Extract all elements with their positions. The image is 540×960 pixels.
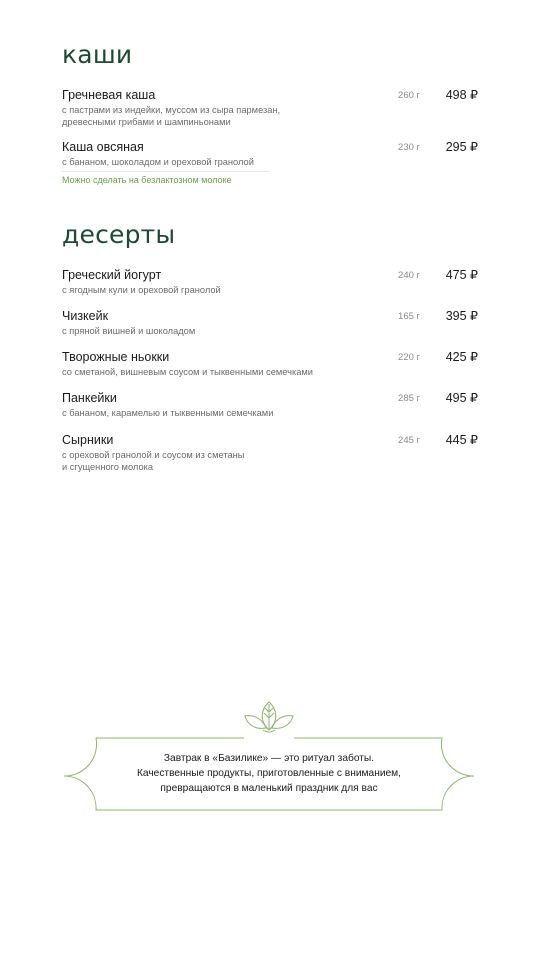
item-price: 475 ₽ [445, 268, 478, 282]
item-weight: 220 г [398, 352, 420, 363]
lactose-free-note: Можно сделать на безлактозном молоке [62, 175, 232, 185]
menu-item-greek-yogurt [62, 268, 482, 297]
item-description: с бананом, карамелью и тыквенными семечками [62, 408, 274, 418]
item-description: с пастрами из индейки, муссом из сыра пармезан, древесными грибами и шампиньонами [62, 105, 281, 127]
item-price: 498 ₽ [445, 88, 478, 102]
section-title-desserts: десерты [62, 220, 176, 249]
menu-item-pancakes [62, 391, 482, 420]
section-title-porridge: каши [62, 40, 133, 69]
item-name: Гречневая каша [62, 88, 156, 102]
item-price: 395 ₽ [445, 309, 478, 323]
item-description: с ореховой гранолой и соусом из сметаны и сгущенного молока [62, 450, 245, 472]
item-name: Чизкейк [62, 309, 109, 323]
item-weight: 260 г [398, 90, 420, 101]
item-weight: 245 г [398, 435, 420, 446]
item-name: Творожные ньокки [62, 350, 170, 364]
menu-item-syrniki [62, 433, 482, 473]
item-description: с пряной вишней и шоколадом [62, 326, 196, 336]
item-weight: 240 г [398, 270, 420, 281]
menu-item-buckwheat [62, 88, 482, 128]
item-name: Панкейки [62, 391, 117, 405]
item-name: Сырники [62, 433, 114, 447]
menu-item-oatmeal [62, 140, 482, 169]
basil-leaf-icon [245, 702, 293, 732]
item-name: Греческий йогурт [62, 268, 162, 282]
item-price: 495 ₽ [445, 391, 478, 405]
note-divider [62, 171, 270, 172]
item-price: 425 ₽ [445, 350, 478, 364]
menu-item-cheesecake [62, 309, 482, 338]
item-description: со сметаной, вишневым соусом и тыквенными семечками [62, 367, 313, 377]
item-weight: 230 г [398, 142, 420, 153]
menu-item-gnocchi [62, 350, 482, 379]
item-description: с ягодным кули и ореховой гранолой [62, 285, 221, 295]
footer-tagline: Завтрак в «Базилике» — это ритуал заботы. Качественные продукты, приготовленные с вниманием, превращаются в маленький праздник для вас [136, 753, 402, 794]
item-price: 295 ₽ [445, 140, 478, 154]
item-weight: 165 г [398, 311, 420, 322]
item-weight: 285 г [398, 393, 420, 404]
item-name: Каша овсяная [62, 140, 144, 154]
item-price: 445 ₽ [445, 433, 478, 447]
item-description: с бананом, шоколадом и ореховой гранолой [62, 157, 254, 167]
